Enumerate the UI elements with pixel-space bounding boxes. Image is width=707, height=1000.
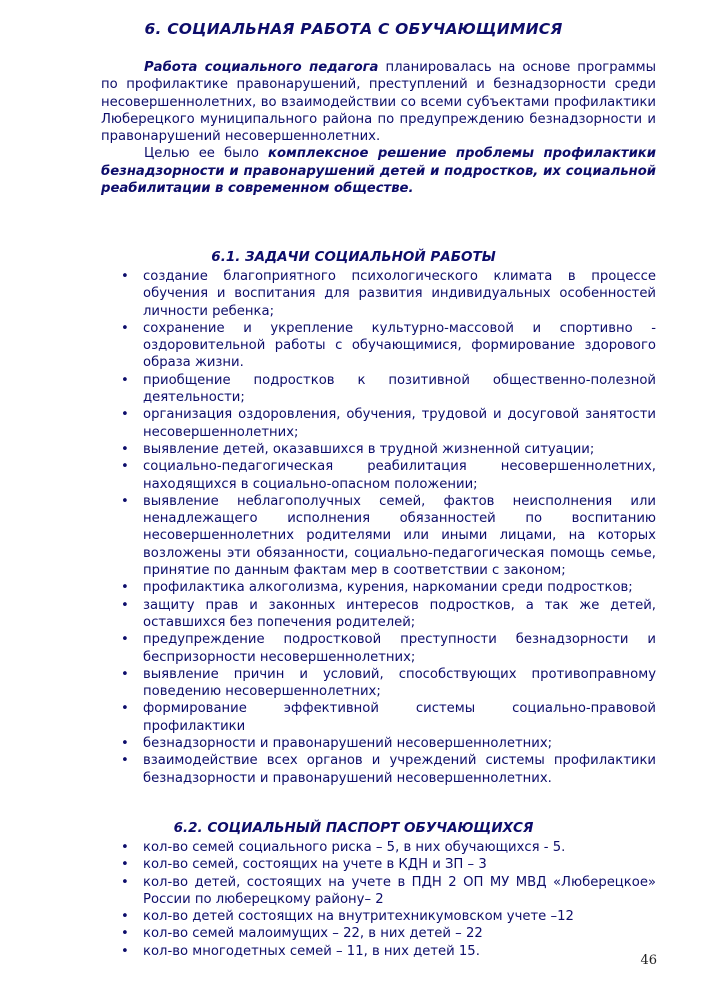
bullet-icon: •	[121, 407, 129, 423]
intro-paragraph-1	[101, 59, 656, 145]
bullet-icon: •	[121, 840, 129, 855]
task-item-text: предупреждение подростковой преступности безнадзорности и беспризорности несовершеннолетних;	[143, 632, 656, 665]
bullet-icon: •	[121, 857, 129, 873]
task-item	[121, 320, 656, 372]
task-item-text: безнадзорности и правонарушений несовершеннолетних;	[143, 736, 553, 752]
bullet-icon: •	[121, 441, 129, 457]
passport-item	[121, 943, 656, 960]
task-item	[121, 406, 656, 441]
task-item	[121, 268, 656, 320]
task-item-text: создание благоприятного психологического климата в процессе обучения и воспитания для развития индивидуальных особенностей личности ребенка;	[143, 269, 656, 319]
passport-item-text: кол-во семей социального риска – 5, в них обучающихся - 5.	[143, 840, 566, 855]
task-item-text: выявление причин и условий, способствующих противоправному поведению несовершеннолетних;	[143, 666, 656, 700]
task-item-text: сохранение и укрепление культурно-массовой и спортивно - оздоровительной работы с обучающимися, формирование здорового образа жизни.	[143, 320, 656, 371]
passport-title: 6.2. СОЦИАЛЬНЫЙ ПАСПОРТ ОБУЧАЮЩИХСЯ	[173, 820, 534, 836]
passport-item	[121, 874, 656, 909]
passport-item	[121, 925, 656, 942]
bullet-icon: •	[121, 666, 129, 682]
bullet-icon: •	[121, 701, 129, 717]
tasks-title: 6.1. ЗАДАЧИ СОЦИАЛЬНОЙ РАБОТЫ	[211, 249, 496, 265]
passport-item-text: кол-во семей малоимущих – 22, в них детей – 22	[143, 926, 483, 942]
passport-item	[121, 908, 656, 925]
passport-item-text: кол-во детей состоящих на внутритехникумовском учете –12	[143, 909, 574, 925]
bullet-icon: •	[121, 736, 129, 752]
task-item-text: выявление неблагополучных семей, фактов неисполнения или ненадлежащего исполнения обязанностей по воспитанию несовершеннолетних родителями или иными лицами, на которых возложены эти обязанности, социально-педагогическая помощь семье, принятие по данным фактам мер в соответствии с законом;	[143, 493, 656, 579]
intro-paragraph-2-start: Целью ее было	[144, 146, 269, 162]
task-item-text: профилактика алкоголизма, курения, наркомании среди подростков;	[143, 580, 633, 596]
bullet-icon: •	[121, 269, 129, 284]
task-item	[121, 752, 656, 787]
task-item	[121, 441, 656, 458]
passport-item-text: кол-во семей, состоящих на учете в КДН и ЗП – 3	[143, 857, 487, 873]
bullet-icon: •	[121, 874, 129, 890]
task-item-text: формирование эффективной системы социально-правовой профилактики	[143, 701, 656, 734]
task-item-text: защиту прав и законных интересов подростков, а так же детей, оставшихся без попечения родителей;	[143, 597, 656, 630]
bullet-icon: •	[121, 753, 129, 769]
task-item-text: приобщение подростков к позитивной общественно-полезной деятельности;	[143, 372, 656, 406]
bullet-icon: •	[121, 493, 129, 509]
intro-paragraph-2	[101, 145, 656, 197]
task-item	[121, 372, 656, 407]
intro-text	[101, 59, 656, 197]
bullet-icon: •	[121, 632, 129, 648]
section-title: 6. СОЦИАЛЬНАЯ РАБОТА С ОБУЧАЮЩИМИСЯ	[144, 20, 563, 38]
bullet-icon: •	[121, 372, 129, 388]
task-item	[121, 700, 656, 735]
task-item-text: взаимодействие всех органов и учреждений системы профилактики безнадзорности и правонарушений несовершеннолетних.	[143, 753, 656, 786]
task-item	[121, 579, 656, 596]
task-item-text: выявление детей, оказавшихся в трудной жизненной ситуации;	[143, 441, 595, 457]
passport-item	[121, 839, 656, 856]
bullet-icon: •	[121, 320, 129, 336]
task-item	[121, 666, 656, 701]
task-item	[121, 597, 656, 632]
task-item	[121, 631, 656, 666]
passport-item-text: кол-во детей, состоящих на учете в ПДН 2 ОП МУ МВД «Люберецкое» России по люберецкому району– 2	[143, 874, 656, 907]
bullet-icon: •	[121, 909, 129, 925]
bullet-icon: •	[121, 580, 129, 596]
page-number: 46	[640, 953, 657, 968]
intro-paragraph-1-rest: планировалась на основе программы по профилактике правонарушений, преступлений и безнадзорности среди несовершеннолетних, во взаимодействии со всеми субъектами профилактики Люберецкого муниципального района по предупреждению безнадзорности и правонарушений несовершеннолетних.	[101, 60, 656, 145]
passport-item	[121, 856, 656, 873]
intro-bold-phrase: Работа социального педагога	[144, 60, 379, 75]
task-item	[121, 493, 656, 579]
passport-list	[121, 839, 656, 960]
tasks-list	[121, 268, 656, 787]
bullet-icon: •	[121, 943, 129, 959]
bullet-icon: •	[121, 459, 129, 475]
task-item-text: организация оздоровления, обучения, трудовой и досуговой занятости несовершеннолетних;	[143, 407, 656, 440]
task-item	[121, 735, 656, 752]
bullet-icon: •	[121, 926, 129, 942]
bullet-icon: •	[121, 597, 129, 613]
task-item	[121, 458, 656, 493]
passport-item-text: кол-во многодетных семей – 11, в них детей 15.	[143, 943, 480, 959]
goal-statement: комплексное решение проблемы профилактики безнадзорности и правонарушений детей и подростков, их социальной реабилитации в современном обществе.	[101, 146, 656, 197]
task-item-text: социально-педагогическая реабилитация несовершеннолетних, находящихся в социально-опасном положении;	[143, 459, 656, 492]
